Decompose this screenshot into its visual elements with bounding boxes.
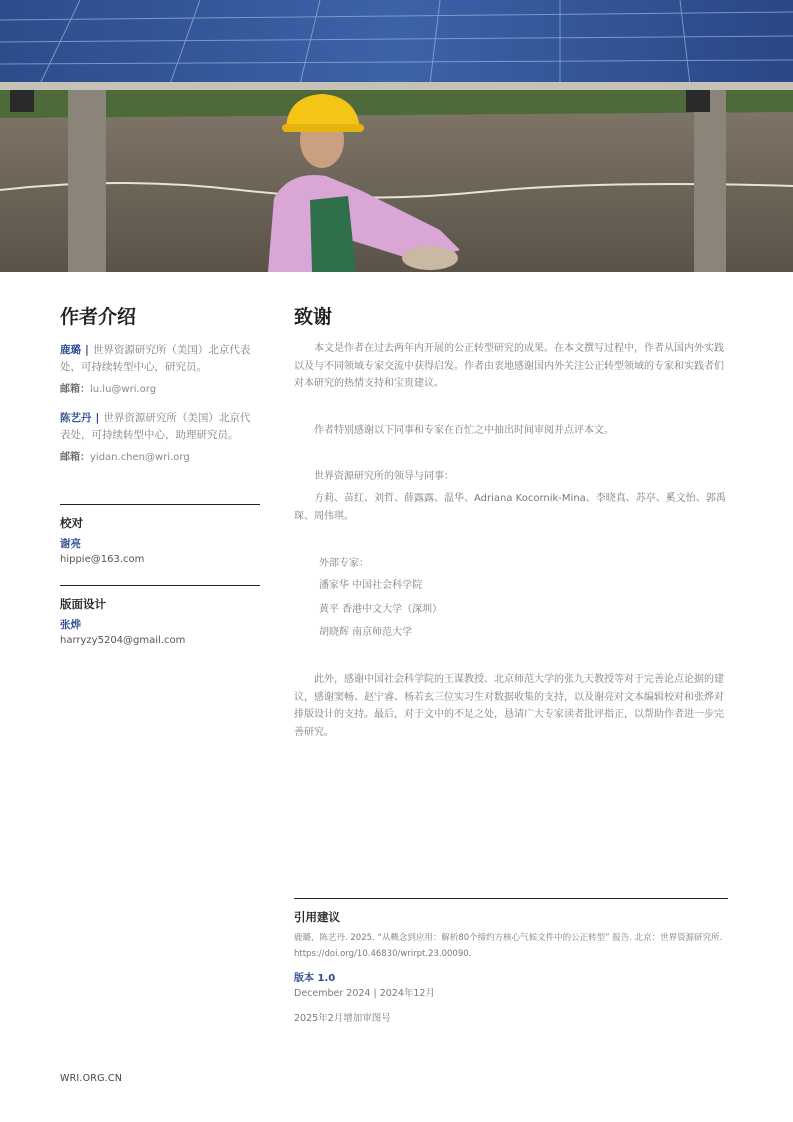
author-chen: [60, 410, 260, 444]
designer-name: 张烨: [60, 619, 81, 631]
proofreading-title: 校对: [60, 516, 83, 530]
author-email-row: [60, 382, 260, 398]
separator: |: [95, 412, 100, 424]
acknowledgments-column: [294, 300, 728, 738]
citation-block: [294, 898, 728, 1026]
author-bio: 世界资源研究所（美国）北京代表处，可持续转型中心，助理研究员。: [60, 412, 251, 441]
author-email-row: [60, 450, 260, 466]
designer-email: harryzy5204@gmail.com: [60, 635, 186, 646]
divider: [294, 898, 728, 899]
author-bio: 世界资源研究所（美国）北京代表处，可持续转型中心，研究员。: [60, 344, 251, 373]
solar-farm-worker-photo: [0, 0, 793, 272]
footer-url[interactable]: WRI.ORG.CN: [60, 1073, 123, 1084]
version-label: 版本 1.0: [294, 973, 336, 984]
separator: |: [85, 344, 89, 356]
ack-paragraph-1: 本文是作者在过去两年内开展的公正转型研究的成果。在本文撰写过程中，作者从国内外实践以及与不同领域专家交流中获得启发。作者由衷地感谢国内外关注公正转型领域的专家和实践者们对本研究的热情支持和宝贵建议。: [294, 343, 724, 389]
citation-title: 引用建议: [294, 910, 340, 924]
proofreader-name: 谢亮: [60, 538, 81, 550]
authors-column: [60, 300, 260, 648]
acknowledgments-title: 致谢: [294, 306, 333, 328]
email-label: 邮箱：: [60, 384, 90, 395]
ack-colleagues: 方莉、苗红、刘哲、薛露露、温华、Adriana Kocornik-Mina、李晓真、苏亭、奚文怡、郭禹琛、周伟琪。: [294, 493, 726, 522]
ack-paragraph-5: 此外，感谢中国社会科学院的王谋教授、北京师范大学的张九天教授等对于完善论点论据的建议，感谢窦畅、赵宁睿、杨若玄三位实习生对数据收集的支持，以及谢亮对文本编辑校对和张烨对排版设计的支持。最后，对于文中的不足之处，恳请广大专家读者批评指正，以帮助作者进一步完善研究。: [294, 674, 724, 738]
list-item: 黄平 香港中文大学（深圳）: [319, 603, 443, 615]
hero-photo: [0, 0, 793, 272]
author-email: yidan.chen@wri.org: [90, 452, 190, 463]
map-approval-note: 2025年2月增加审图号: [294, 1013, 391, 1024]
ack-paragraph-3: 世界资源研究所的领导与同事：: [314, 471, 454, 482]
author-name: 陈艺丹: [60, 412, 92, 424]
author-name: 鹿璐: [60, 344, 81, 356]
authors-title: 作者介绍: [60, 306, 137, 328]
divider: [60, 504, 260, 505]
divider: [60, 585, 260, 586]
external-experts-list: [319, 578, 442, 649]
external-experts-heading: 外部专家：: [319, 558, 369, 569]
email-label: 邮箱：: [60, 452, 90, 463]
list-item: 潘家华 中国社会科学院: [319, 580, 423, 591]
ack-paragraph-2: 作者特别感谢以下同事和专家在百忙之中抽出时间审阅并点评本文。: [314, 425, 614, 436]
citation-text: 鹿璐，陈艺丹. 2025. “从概念到应用：解析80个缔约方核心气候文件中的公正转型” 报告. 北京：世界资源研究所. https://doi.org/10.46830/wrirpt.23.00090.: [294, 933, 723, 959]
list-item: 胡晓辉 南京师范大学: [319, 627, 413, 638]
layout-design-title: 版面设计: [60, 597, 106, 611]
proofreader-email: hippie@163.com: [60, 554, 145, 565]
author-email: lu.lu@wri.org: [90, 384, 157, 395]
author-lu: [60, 342, 260, 376]
publication-date: December 2024 | 2024年12月: [294, 988, 435, 999]
